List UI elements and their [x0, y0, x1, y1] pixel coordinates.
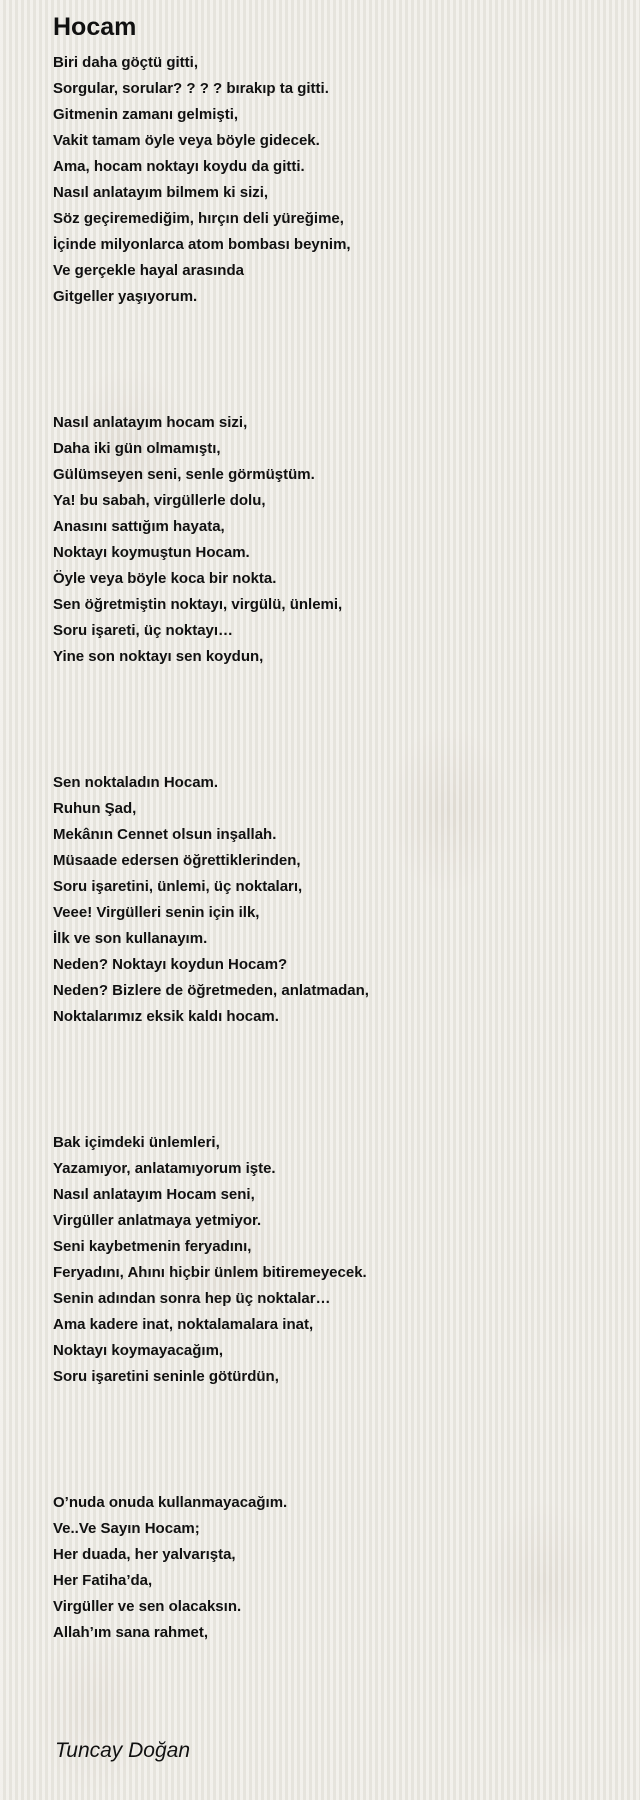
poem-line: Virgüller anlatmaya yetmiyor.: [53, 1212, 262, 1229]
poem-line: Soru işareti, üç noktayı…: [53, 622, 234, 639]
poem-line: Sen noktaladın Hocam.: [53, 774, 219, 791]
poem-container: [53, 0, 613, 1646]
poem-line: Gitmenin zamanı gelmişti,: [53, 106, 239, 123]
poem-line: Nasıl anlatayım Hocam seni,: [53, 1186, 255, 1203]
poem-line: Gülümseyen seni, senle görmüştüm.: [53, 466, 315, 483]
poem-line: Her Fatiha’da,: [53, 1572, 153, 1589]
poem-line: Allah’ım sana rahmet,: [53, 1624, 209, 1641]
poem-line: Noktayı koymuştun Hocam.: [53, 544, 250, 561]
poem-line: İçinde milyonlarca atom bombası beynim,: [53, 236, 351, 253]
poem-line: Ama kadere inat, noktalamalara inat,: [53, 1316, 314, 1333]
poem-line: Ve..Ve Sayın Hocam;: [53, 1520, 200, 1537]
poem-author: Tuncay Doğan: [55, 1739, 191, 1762]
poem-line: Feryadını, Ahını hiçbir ünlem bitiremeyecek.: [53, 1264, 367, 1281]
poem-body: [53, 50, 613, 1646]
poem-line: Vakit tamam öyle veya böyle gidecek.: [53, 132, 320, 149]
poem-stanza: [53, 410, 613, 670]
poem-line: Neden? Noktayı koydun Hocam?: [53, 956, 288, 973]
poem-title: Hocam: [53, 13, 137, 41]
poem-stanza: [53, 50, 613, 310]
poem-line: Bak içimdeki ünlemleri,: [53, 1134, 220, 1151]
poem-stanza: [53, 1490, 613, 1646]
poem-line: Gitgeller yaşıyorum.: [53, 288, 198, 305]
poem-line: Her duada, her yalvarışta,: [53, 1546, 236, 1563]
poem-line: Biri daha göçtü gitti,: [53, 54, 198, 71]
poem-line: Öyle veya böyle koca bir nokta.: [53, 570, 277, 587]
poem-line: Yine son noktayı sen koydun,: [53, 648, 264, 665]
poem-line: Soru işaretini seninle götürdün,: [53, 1368, 279, 1385]
poem-line: Yazamıyor, anlatamıyorum işte.: [53, 1160, 276, 1177]
poem-line: Ve gerçekle hayal arasında: [53, 262, 244, 279]
poem-line: Seni kaybetmenin feryadını,: [53, 1238, 252, 1255]
poem-line: İlk ve son kullanayım.: [53, 930, 208, 947]
poem-line: Neden? Bizlere de öğretmeden, anlatmadan,: [53, 982, 369, 999]
poem-line: Soru işaretini, ünlemi, üç noktaları,: [53, 878, 303, 895]
poem-line: Nasıl anlatayım hocam sizi,: [53, 414, 248, 431]
poem-line: Ama, hocam noktayı koydu da gitti.: [53, 158, 305, 175]
poem-line: Veee! Virgülleri senin için ilk,: [53, 904, 260, 921]
poem-line: Mekânın Cennet olsun inşallah.: [53, 826, 277, 843]
poem-line: Ya! bu sabah, virgüllerle dolu,: [53, 492, 266, 509]
poem-line: Söz geçiremediğim, hırçın deli yüreğime,: [53, 210, 344, 227]
poem-line: Ruhun Şad,: [53, 800, 137, 817]
poem-line: Daha iki gün olmamıştı,: [53, 440, 221, 457]
poem-line: O’nuda onuda kullanmayacağım.: [53, 1494, 288, 1511]
poem-line: Noktayı koymayacağım,: [53, 1342, 224, 1359]
poem-line: Anasını sattığım hayata,: [53, 518, 225, 535]
poem-line: Müsaade edersen öğrettiklerinden,: [53, 852, 301, 869]
poem-line: Sorgular, sorular? ? ? ? bırakıp ta gitti.: [53, 80, 329, 97]
poem-line: Noktalarımız eksik kaldı hocam.: [53, 1008, 279, 1025]
poem-stanza: [53, 1130, 613, 1390]
poem-stanza: [53, 770, 613, 1030]
poem-line: Sen öğretmiştin noktayı, virgülü, ünlemi,: [53, 596, 343, 613]
poem-line: Senin adından sonra hep üç noktalar…: [53, 1290, 331, 1307]
poem-line: Virgüller ve sen olacaksın.: [53, 1598, 242, 1615]
poem-line: Nasıl anlatayım bilmem ki sizi,: [53, 184, 269, 201]
